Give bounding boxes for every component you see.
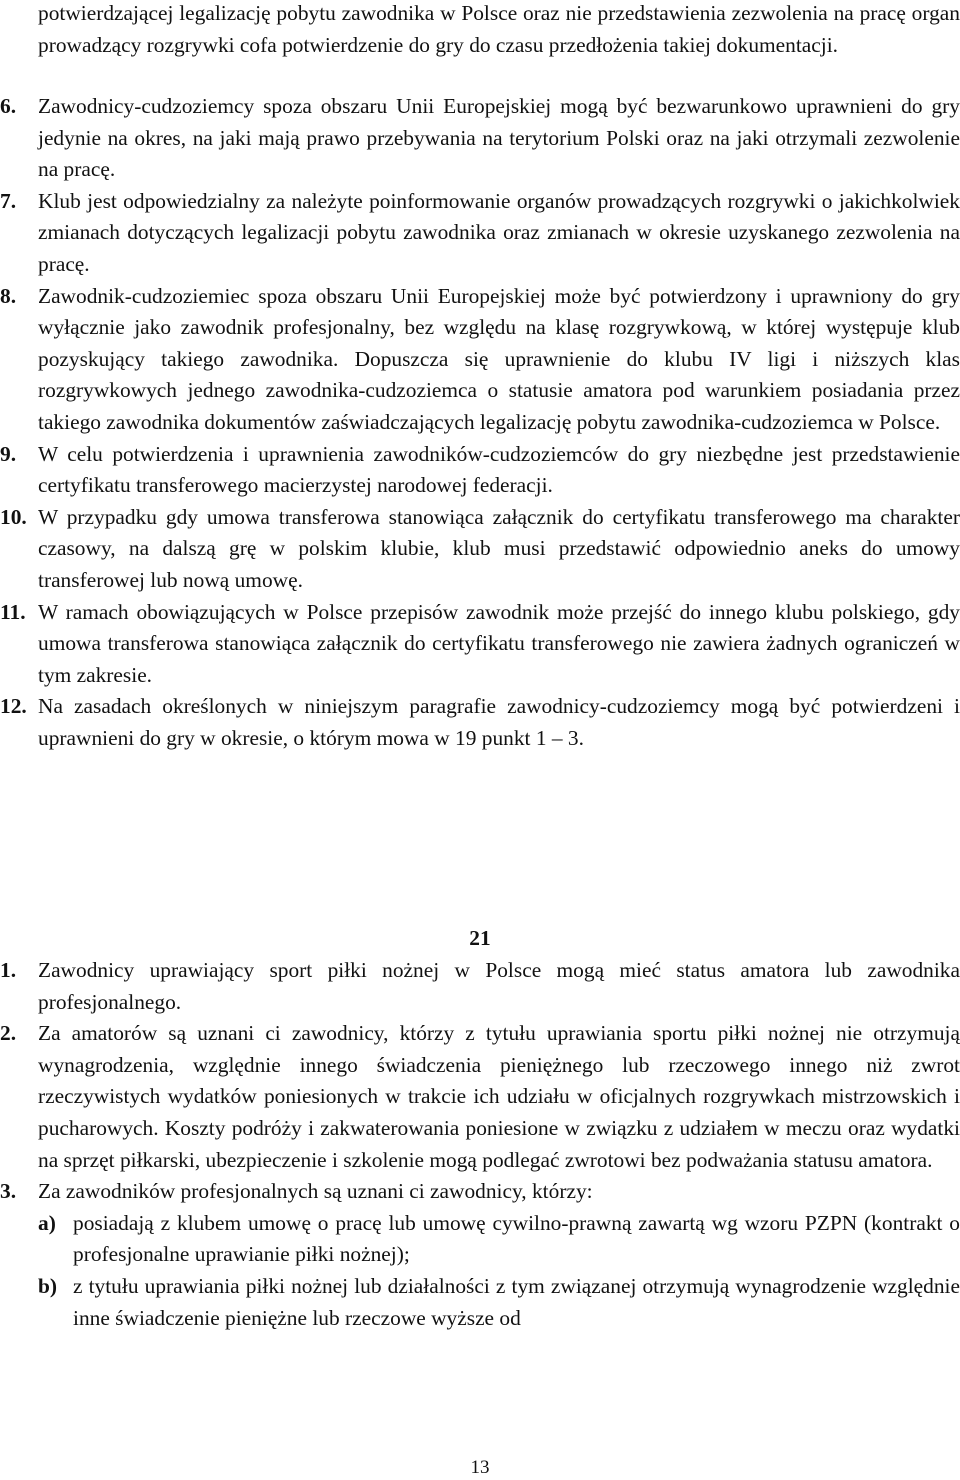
section-20-list xyxy=(0,91,960,754)
list-item-10 xyxy=(0,502,960,597)
list-item-9 xyxy=(0,439,960,502)
item-number: 9. xyxy=(0,441,17,466)
item-number: 6. xyxy=(0,94,17,118)
item-text: W przypadku gdy umowa transferowa stanowiąca załącznik do certyfikatu transferowego ma charakter czasowy, na dalszą grę w polskim klubie, klub musi przedstawić odpowiednio aneks do umowy transferowej lub nową umowę. xyxy=(38,504,960,592)
sub-item-a xyxy=(0,1208,960,1271)
item-text: Za amatorów są uznani ci zawodnicy, którzy z tytułu uprawiania sportu piłki nożnej nie otrzymują wynagrodzenia, względnie innego świadczenia pieniężnego lub rzeczowego innego niż zwrot rzeczywistych wydatków poniesionych w trakcie ich udziału w oficjalnych rozgrywkach mistrzowskich i pucharowych. Koszty podróży i zakwaterowania poniesione w związku z udziałem w meczu oraz wydatki na sprzęt piłkarski, ubezpieczenie i szkolenie mogą podlegać zwrotowi bez podważania statusu amatora. xyxy=(38,1021,960,1172)
item-number: 2. xyxy=(0,1021,17,1046)
page-number: 13 xyxy=(470,1457,490,1478)
sub-item-label: a) xyxy=(38,1210,56,1235)
item-text: W ramach obowiązujących w Polsce przepisów zawodnik może przejść do innego klubu polskiego, gdy umowa transferowa stanowiąca załącznik do certyfikatu transferowego nie zawiera żadnych ograniczeń w tym zakresie. xyxy=(38,599,960,687)
sub-item-text: z tytułu uprawiania piłki nożnej lub działalności z tym związanej otrzymują wynagrodzenie względnie inne świadczenie pieniężne lub rzeczowe wyższe od xyxy=(73,1273,960,1330)
item-number: 3. xyxy=(0,1179,17,1204)
list-item-8 xyxy=(0,281,960,439)
item-text: Klub jest odpowiedzialny za należyte poinformowanie organów prowadzących rozgrywki o jakichkolwiek zmianach dotyczących legalizacji pobytu zawodnika oraz zmianach w okresie uzyskanego zezwolenia na pracę. xyxy=(38,188,960,276)
item-text: Zawodnicy-cudzoziemcy spoza obszaru Unii Europejskiej mogą być bezwarunkowo uprawnieni do gry jedynie na okres, na jaki mają prawo przebywania na terytorium Polski oraz na jaki otrzymali zezwolenie na pracę. xyxy=(38,94,960,182)
list-item-11 xyxy=(0,597,960,692)
list-item-12 xyxy=(0,691,960,754)
item-number: 12. xyxy=(0,694,27,719)
item-text: Zawodnik-cudzoziemiec spoza obszaru Unii Europejskiej może być potwierdzony i uprawniony do gry wyłącznie jako zawodnik profesjonalny, bez względu na klasę rozgrywkową, w której występuje klub pozyskujący takiego zawodnika. Dopuszcza się uprawnienie do klubu IV ligi i niższych klas rozgrywkowych jednego zawodnika-cudzoziemca o statusie amatora pod warunkiem posiadania przez takiego zawodnika dokumentów zaświadczających legalizację pobytu zawodnika-cudzoziemca w Polsce. xyxy=(38,283,960,434)
section-21-list xyxy=(0,955,960,1334)
list-item-3 xyxy=(0,1176,960,1208)
item-text: Na zasadach określonych w niniejszym paragrafie zawodnicy-cudzoziemcy mogą być potwierdzeni i uprawnieni do gry w okresie, o którym mowa w 19 punkt 1 – 3. xyxy=(38,694,960,750)
sub-item-text: posiadają z klubem umowę o pracę lub umowę cywilno-prawną zawartą wg wzoru PZPN (kontrakt o profesjonalne uprawianie piłki nożnej); xyxy=(73,1210,960,1267)
item-number: 11. xyxy=(0,599,26,624)
item-number: 10. xyxy=(0,504,27,529)
intro-text: potwierdzającej legalizację pobytu zawodnika w Polsce oraz nie przedstawienia zezwolenia na pracę organ prowadzący rozgrywki cofa potwierdzenie do gry do czasu przedłożenia takiej dokumentacji. xyxy=(38,1,960,57)
list-item-7 xyxy=(0,186,960,281)
list-item-6 xyxy=(0,91,960,186)
item-text: Zawodnicy uprawiający sport piłki nożnej w Polsce mogą mieć status amatora lub zawodnika profesjonalnego. xyxy=(38,958,960,1014)
intro-paragraph xyxy=(0,0,960,61)
list-item-2 xyxy=(0,1018,960,1176)
item-text: Za zawodników profesjonalnych są uznani ci zawodnicy, którzy: xyxy=(38,1179,593,1204)
sub-item-b xyxy=(0,1271,960,1334)
section-heading: 21 xyxy=(469,926,491,950)
sub-item-label: b) xyxy=(38,1273,58,1298)
item-number: 8. xyxy=(0,283,17,308)
list-item-1 xyxy=(0,955,960,1018)
item-number: 1. xyxy=(0,958,17,982)
item-number: 7. xyxy=(0,188,17,213)
item-text: W celu potwierdzenia i uprawnienia zawodników-cudzoziemców do gry niezbędne jest przedstawienie certyfikatu transferowego macierzystej narodowej federacji. xyxy=(38,441,960,498)
